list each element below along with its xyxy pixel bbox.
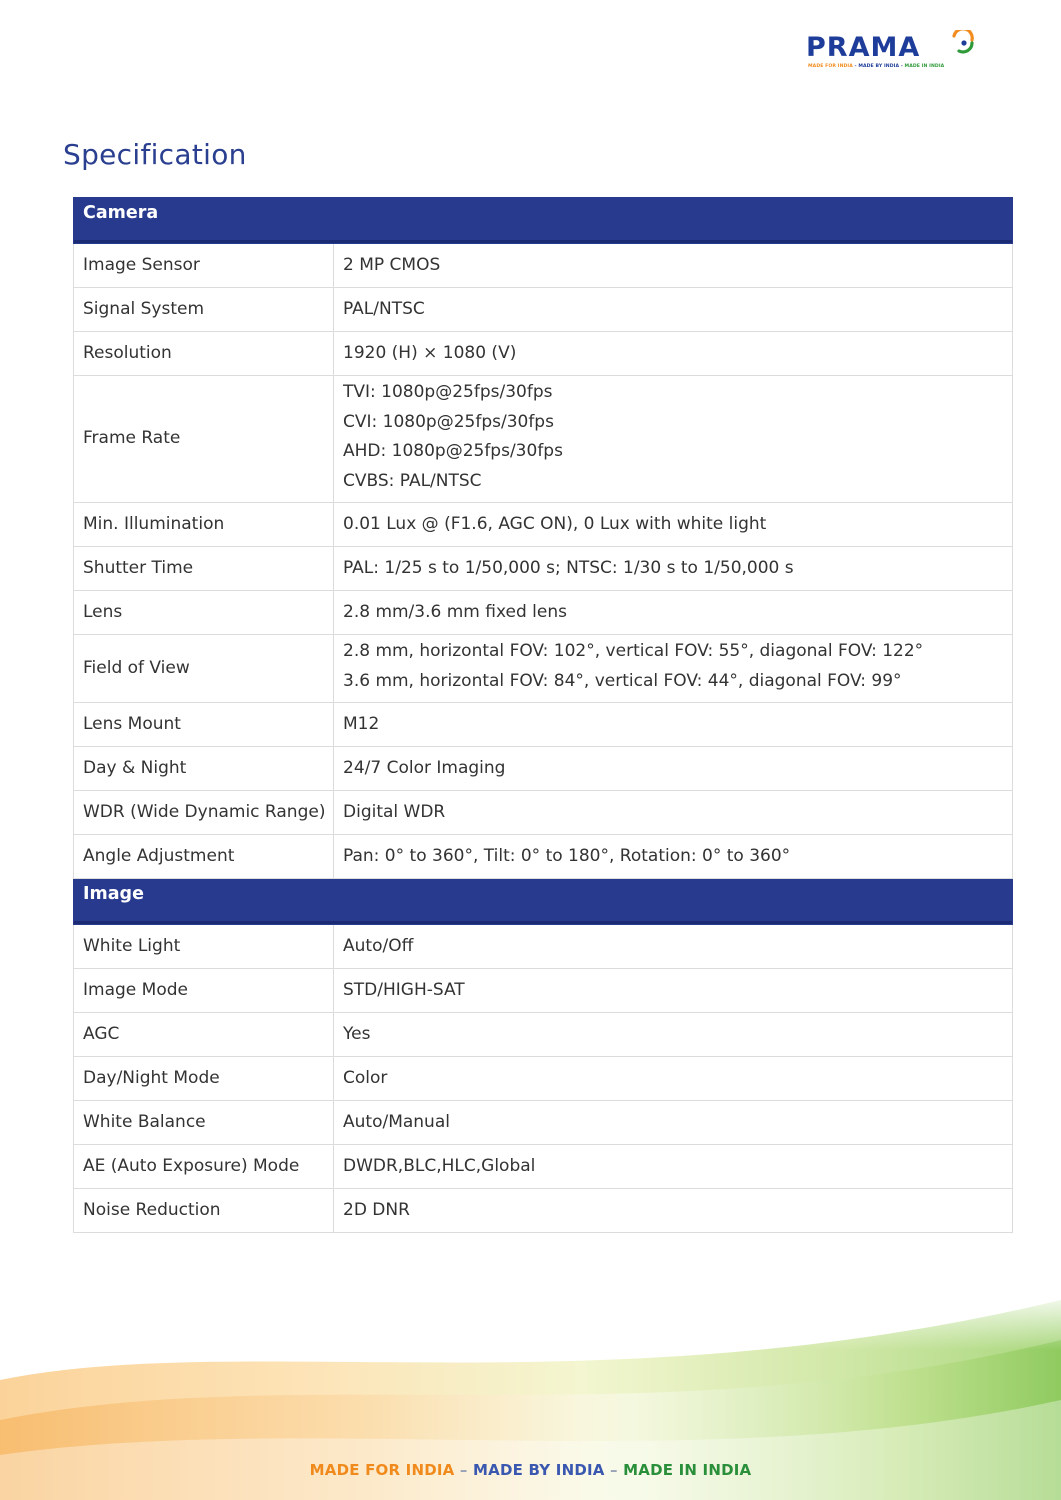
spec-label: Signal System [74, 288, 334, 332]
spec-row [74, 376, 1013, 503]
spec-value [334, 791, 1013, 835]
spec-row [74, 791, 1013, 835]
logo-swoosh-icon [950, 30, 976, 54]
section-header [74, 879, 1013, 925]
spec-value [334, 1013, 1013, 1057]
spec-row [74, 332, 1013, 376]
spec-label: Shutter Time [74, 547, 334, 591]
spec-row [74, 288, 1013, 332]
spec-row [74, 591, 1013, 635]
spec-value-line: 2.8 mm/3.6 mm fixed lens [343, 601, 567, 622]
spec-value-line: Pan: 0° to 360°, Tilt: 0° to 180°, Rotation: 0° to 360° [343, 845, 791, 866]
spec-value [334, 244, 1013, 288]
spec-row [74, 547, 1013, 591]
page-title: Specification [63, 138, 247, 171]
spec-value-line: STD/HIGH-SAT [343, 979, 465, 1000]
spec-value-line: Yes [343, 1023, 371, 1044]
spec-value [334, 835, 1013, 879]
spec-value-line: 1920 (H) × 1080 (V) [343, 342, 517, 363]
spec-label: Day/Night Mode [74, 1057, 334, 1101]
logo-tagline: MADE FOR INDIA - MADE BY INDIA - MADE IN INDIA [808, 64, 945, 69]
spec-value-line: 3.6 mm, horizontal FOV: 84°, vertical FOV: 44°, diagonal FOV: 99° [343, 670, 902, 691]
spec-row [74, 703, 1013, 747]
section-title: Image [74, 879, 1013, 925]
spec-row [74, 1189, 1013, 1233]
spec-value-line: PAL/NTSC [343, 298, 425, 319]
spec-label: Day & Night [74, 747, 334, 791]
spec-value [334, 288, 1013, 332]
logo-tag-made-in: MADE IN INDIA [904, 64, 945, 69]
spec-value [334, 635, 1013, 703]
spec-value-line: Digital WDR [343, 801, 446, 822]
spec-value-line: 2.8 mm, horizontal FOV: 102°, vertical FOV: 55°, diagonal FOV: 122° [343, 641, 924, 661]
spec-label: Noise Reduction [74, 1189, 334, 1233]
spec-value-line: Auto/Manual [343, 1111, 450, 1132]
spec-value [334, 332, 1013, 376]
section-title: Camera [74, 198, 1013, 244]
spec-value [334, 703, 1013, 747]
spec-label: White Light [74, 925, 334, 969]
spec-label: Image Sensor [74, 244, 334, 288]
spec-value-line: 2 MP CMOS [343, 254, 441, 275]
spec-row [74, 747, 1013, 791]
spec-row [74, 503, 1013, 547]
spec-value-line: TVI: 1080p@25fps/30fps [343, 382, 553, 402]
spec-label: Lens Mount [74, 703, 334, 747]
spec-label: Lens [74, 591, 334, 635]
prama-logo [806, 30, 976, 74]
footer-made-by: MADE BY INDIA [473, 1461, 605, 1479]
spec-value [334, 747, 1013, 791]
spec-row [74, 635, 1013, 703]
spec-row [74, 925, 1013, 969]
logo-wordmark: PRAMA [806, 32, 921, 63]
spec-value-line: PAL: 1/25 s to 1/50,000 s; NTSC: 1/30 s to 1/50,000 s [343, 557, 794, 578]
spec-row [74, 1013, 1013, 1057]
footer-tagline: MADE FOR INDIA – MADE BY INDIA – MADE IN INDIA [309, 1461, 752, 1479]
spec-value-line: CVI: 1080p@25fps/30fps [343, 411, 554, 432]
spec-value-line: M12 [343, 713, 380, 734]
spec-value-line: Color [343, 1067, 388, 1088]
spec-value-line: 2D DNR [343, 1199, 410, 1220]
spec-value-line: AHD: 1080p@25fps/30fps [343, 441, 563, 461]
spec-row [74, 835, 1013, 879]
logo-tag-made-by: MADE BY INDIA [858, 64, 900, 69]
spec-value-line: 0.01 Lux @ (F1.6, AGC ON), 0 Lux with white light [343, 513, 767, 534]
spec-value-line: CVBS: PAL/NTSC [343, 470, 482, 491]
footer-made-in: MADE IN INDIA [623, 1461, 752, 1479]
spec-label: Frame Rate [74, 376, 334, 503]
spec-row [74, 1101, 1013, 1145]
spec-value [334, 925, 1013, 969]
spec-row [74, 244, 1013, 288]
footer-made-for: MADE FOR INDIA [309, 1461, 455, 1479]
spec-row [74, 1057, 1013, 1101]
spec-value [334, 1145, 1013, 1189]
spec-label: AGC [74, 1013, 334, 1057]
logo-tag-made-for: MADE FOR INDIA [808, 64, 853, 69]
spec-label: WDR (Wide Dynamic Range) [74, 791, 334, 835]
spec-label: Resolution [74, 332, 334, 376]
spec-row [74, 1145, 1013, 1189]
spec-value [334, 969, 1013, 1013]
spec-value-line: DWDR,BLC,HLC,Global [343, 1155, 536, 1176]
spec-value [334, 376, 1013, 503]
spec-label: AE (Auto Exposure) Mode [74, 1145, 334, 1189]
spec-label: Angle Adjustment [74, 835, 334, 879]
spec-label: White Balance [74, 1101, 334, 1145]
spec-label: Min. Illumination [74, 503, 334, 547]
spec-value [334, 1189, 1013, 1233]
spec-value-line: Auto/Off [343, 935, 414, 956]
spec-value [334, 503, 1013, 547]
spec-label: Image Mode [74, 969, 334, 1013]
spec-row [74, 969, 1013, 1013]
spec-value [334, 547, 1013, 591]
spec-value [334, 591, 1013, 635]
spec-label: Field of View [74, 635, 334, 703]
section-header [74, 198, 1013, 244]
spec-table [73, 197, 1013, 1233]
spec-value [334, 1101, 1013, 1145]
spec-value [334, 1057, 1013, 1101]
spec-value-line: 24/7 Color Imaging [343, 757, 506, 778]
